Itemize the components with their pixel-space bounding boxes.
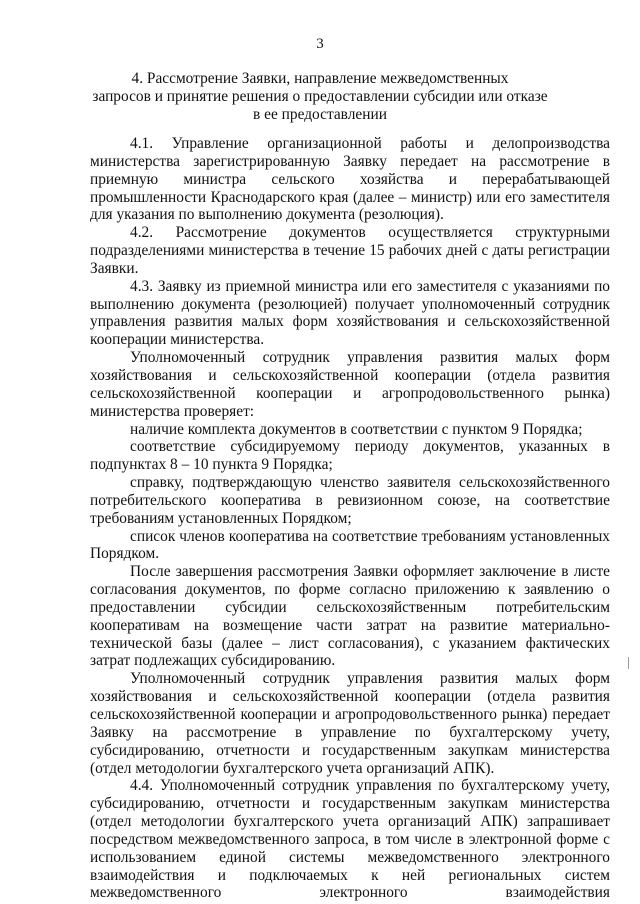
heading-line: запросов и принятие решения о предоставлении субсидии или отказе [92, 88, 548, 105]
document-body [90, 135, 610, 902]
paragraph-conclusion: После завершения рассмотрения Заявки оформляет заключение в листе согласования документов, по форме согласно приложению к заявлению о предоставлении субсидии сельскохозяйственным потребительским кооперативам на возмещение части затрат на развитие материально-технической базы (далее – лист согласования), с указанием фактических затрат подлежащих субсидированию. [90, 563, 610, 670]
paragraph-checks-intro: Уполномоченный сотрудник управления развития малых форм хозяйствования и сельскохозяйственной кооперации (отдела развития сельскохозяйственной кооперации и агропродовольственного рынка) министерства проверяет: [90, 349, 610, 420]
paragraph-4-3: 4.3. Заявку из приемной министра или его заместителя с указаниями по выполнению документа (резолюцией) получает уполномоченный сотрудник управления развития малых форм хозяйствования и сельскохозяйственной кооперации министерства. [90, 277, 610, 349]
paragraph-check-period: соответствие субсидируемому периоду документов, указанных в подпунктах 8 – 10 пункта 9 Порядка; [90, 438, 610, 474]
heading-line: 4. Рассмотрение Заявки, направление межведомственных [131, 70, 509, 87]
paragraph-check-documents: наличие комплекта документов в соответствии с пунктом 9 Порядка; [130, 420, 583, 438]
paragraph-transfer: Уполномоченный сотрудник управления развития малых форм хозяйствования и сельскохозяйственной кооперации (отдела развития сельскохозяйственной кооперации и агропродовольственного рынка) передает Заявку на рассмотрение в управление по бухгалтерскому учету, субсидированию, отчетности и государственным закупкам министерства (отдел методологии бухгалтерского учета организаций АПК). [90, 670, 610, 777]
paragraph-check-members: список членов кооператива на соответствие требованиям установленных Порядком. [90, 527, 610, 563]
margin-mark [628, 657, 629, 669]
paragraph-4-2: 4.2. Рассмотрение документов осуществляется структурными подразделениями министерства в течение 15 рабочих дней с даты регистрации Заявки. [90, 224, 610, 277]
page-number: 3 [316, 36, 324, 52]
section-heading [90, 70, 550, 124]
heading-line: в ее предоставлении [253, 106, 387, 123]
paragraph-check-certificate: справку, подтверждающую членство заявителя сельскохозяйственного потребительского кооператива в ревизионном союзе, на соответствие требованиям установленных Порядком; [90, 474, 610, 527]
paragraph-4-1: 4.1. Управление организационной работы и делопроизводства министерства зарегистрированную Заявку передает на рассмотрение в приемную министра сельского хозяйства и перерабатывающей промышленности Краснодарского края (далее – министр) или его заместителя для указания по выполнению документа (резолюция). [90, 135, 610, 224]
paragraph-4-4: 4.4. Уполномоченный сотрудник управления по бухгалтерскому учету, субсидированию, отчетности и государственным закупкам министерства (отдел методологии бухгалтерского учета организаций АПК) запрашивает посредством межведомственного запроса, в том числе в электронной форме с использованием единой системы межведомственного электронного взаимодействия и подключаемых к ней региональных систем межведомственного электронного взаимодействия [90, 777, 610, 902]
